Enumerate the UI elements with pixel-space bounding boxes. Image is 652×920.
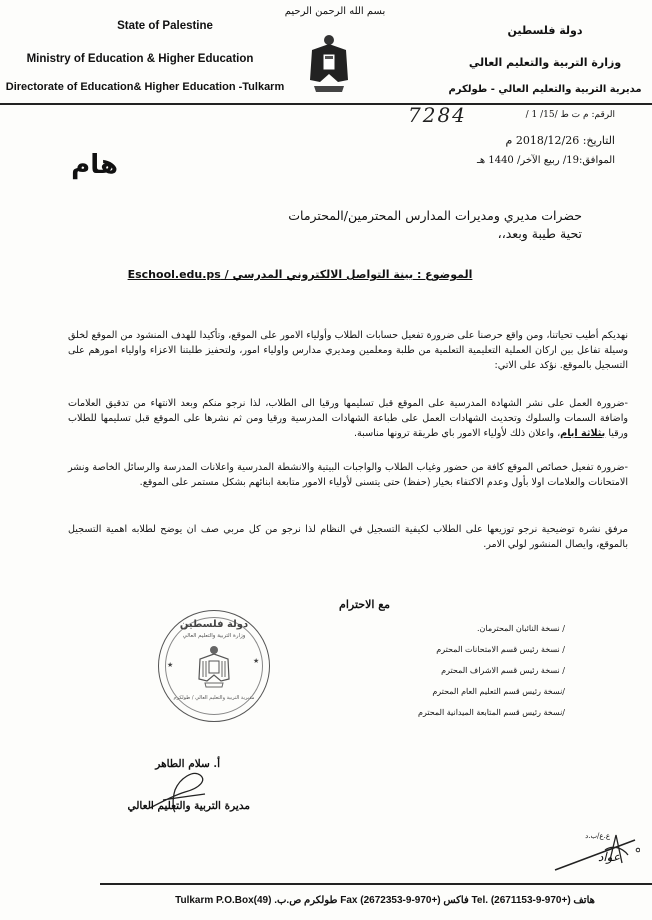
header-state-en: State of Palestine xyxy=(117,20,213,32)
stamp-eagle-icon xyxy=(197,645,231,689)
cc-list xyxy=(400,624,565,729)
closing-regards: مع الاحترام xyxy=(339,598,390,611)
initials-code: ع.ع/ب.د xyxy=(585,832,610,840)
header-ministry-en: Ministry of Education & Higher Education xyxy=(26,53,254,65)
basmala: بسم الله الرحمن الرحيم xyxy=(284,6,386,17)
reference-hijri: الموافق:19/ ربيع الآخر/ 1440 هـ xyxy=(476,155,615,166)
paragraph-attachment: مرفق نشرة توضيحية نرجو توزيعها على الطلاب لكيفية التسجيل في النظام لذا نرجو من كل مربي صف ان يوضح لطلابه اهمية التسجيل بالموقع، وايصال المنشور لولي الامر. xyxy=(68,524,628,550)
paragraph-intro: نهديكم أطيب تحياتنا، ومن واقع حرصنا على ضرورة تفعيل حسابات الطلاب وأولياء الامور على الموقع، وتأكيدا للهدف المنشود من الموقع لخلق وسيلة تفاعل بين اركان العملية التعليمية التعلمية من طلبة ومعلمين ومديري مدارس واولياء امور، ولتحفيز طلبتنا الاعزاء واولياء امورهم على التسجيل بالموقع. نؤكد على الاتي: xyxy=(68,330,628,371)
subject-line: الموضوع : بينة التواصل الالكتروني المدرسي / Eschool.edu.ps xyxy=(127,268,473,281)
stamp-top-text: دولة فلسطين xyxy=(179,619,249,630)
palestine-eagle-emblem-icon xyxy=(308,32,350,96)
header-directorate-ar: مديرية التربية والتعليم العالي - طولكرم xyxy=(448,84,642,95)
reference-number: الرقم: م ت ط /15/ 1 / xyxy=(525,110,615,120)
paragraph-certificate-tail: ، واعلان ذلك لأولياء الامور باي طريقة ترونها مناسبة. xyxy=(353,428,561,439)
footer-contact: هاتف (+970-9-2671153) .Tel فاكس (+970-9-2672353) Fax طولكرم ص.ب. (49)Tulkarm P.O.Box xyxy=(175,895,595,906)
paragraph-certificate xyxy=(68,396,628,441)
official-stamp xyxy=(158,610,270,722)
cc-item: /نسخة رئيس قسم المتابعة الميدانية المحترم xyxy=(417,708,565,717)
handwritten-number: 7284 xyxy=(408,103,467,127)
cc-item: / نسخة النائبان المحترمان. xyxy=(476,624,565,633)
stamp-star-icon: ★ xyxy=(253,657,260,665)
header-ministry-ar: وزارة التربية والتعليم العالي xyxy=(468,56,622,69)
paragraph-certificate-text: -ضرورة العمل على نشر الشهادة المدرسية على الموقع قبل تسليمها ورقيا الى الطلاب، لذا نرجو منكم وبعد الانتهاء من تدقيق العلامات واضافة السمات والسلوك وتحديث الشهادات العمل على طباعة الشهادات المدرسية ورقيا ومن ثم نشرها على الموقع قبل تسليمها للطلاب ورقيا xyxy=(68,398,628,439)
footer-divider xyxy=(100,883,652,885)
important-label: هام xyxy=(71,150,118,180)
cc-item: / نسخة رئيس قسم الامتحانات المحترم xyxy=(436,645,565,654)
paragraph-features: -ضرورة تفعيل خصائص الموقع كافة من حضور وغياب الطلاب والواجبات البيتية والانشطة المدرسية واعلانات المدرسة والرسائل الخاصة ونشر الامتحانات والعلامات اولا بأول وعدم الاكتفاء بخيار (حفظ) حتى يتسنى لأولياء الامور متابعة ابنائهم بشكل مستمر على الموقع. xyxy=(68,462,628,488)
signatory-name: أ. سلام الطاهر xyxy=(155,758,220,770)
signatory-title: مديرة التربية والتعليم العالي xyxy=(127,800,250,812)
stamp-bottom-text: مديرية التربية والتعليم العالي / طولكرم xyxy=(173,695,255,701)
addressee-line-1: حضرات مديري ومديرات المدارس المحترمين/المحترمات xyxy=(288,208,582,223)
cc-item: / نسخة رئيس قسم الاشراف المحترم xyxy=(441,666,565,675)
header-divider xyxy=(0,103,652,105)
cc-item: /نسخة رئيس قسم التعليم العام المحترم xyxy=(432,687,565,696)
addressee-line-2: تحية طيبة وبعد،، xyxy=(497,226,582,241)
emphasis-three-days: بثلاثة ايام xyxy=(560,428,606,439)
stamp-inner-text: وزارة التربية والتعليم العالي xyxy=(182,633,246,639)
header-state-ar: دولة فلسطين xyxy=(507,24,583,37)
header-directorate-en: Directorate of Education& Higher Education -Tulkarm xyxy=(5,81,285,93)
stamp-star-icon: ★ xyxy=(167,661,174,669)
initials-name: عواد xyxy=(597,850,620,864)
reference-date: التاريخ: 2018/12/26 م xyxy=(505,134,615,147)
